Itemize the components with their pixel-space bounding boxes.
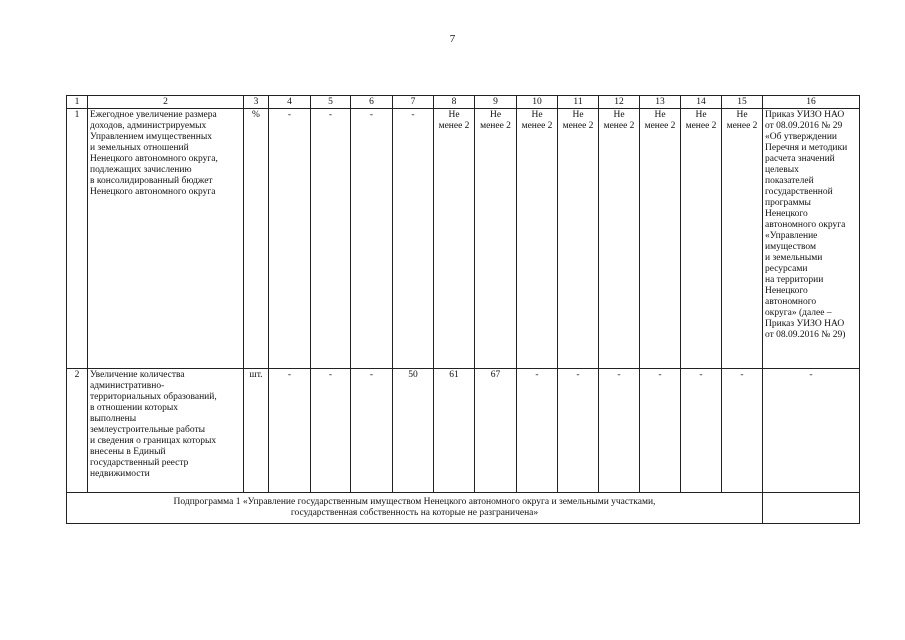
source-line: расчета значений [765, 154, 835, 164]
source-line: ресурсами [765, 264, 808, 274]
indicator-name-line: Управлением имущественных [90, 132, 212, 142]
table-row [67, 369, 860, 493]
value-cell: - [640, 369, 681, 493]
indicator-name-line: в консолидированный бюджет [90, 176, 213, 186]
value-cell: - [393, 109, 434, 369]
indicator-name-line: и земельных отношений [90, 143, 189, 153]
value-cell: Не менее 2 [681, 109, 722, 369]
value-cell: Не менее 2 [722, 109, 763, 369]
indicator-name-cell [88, 109, 244, 369]
empty-cell [763, 493, 860, 524]
column-number-cell: 11 [558, 96, 599, 109]
indicator-name-line: недвижимости [90, 469, 150, 479]
value-cell: Не менее 2 [640, 109, 681, 369]
source-line: «Об утверждении [765, 132, 837, 142]
value-cell: - [311, 369, 351, 493]
indicator-name-line: Ненецкого автономного округа [90, 187, 216, 197]
value-cell: Не менее 2 [434, 109, 475, 369]
column-number-cell: 8 [434, 96, 475, 109]
source-line: округа» (далее – [765, 308, 832, 318]
subprogram-row [67, 493, 860, 524]
indicator-name-line: государственный реестр [90, 458, 189, 468]
source-line: «Управление [765, 231, 818, 241]
source-line: показателей [765, 176, 814, 186]
unit-cell: шт. [244, 369, 269, 493]
source-line: Перечня и методики [765, 143, 848, 153]
value-cell: Не менее 2 [475, 109, 517, 369]
subprogram-title-cell [67, 493, 763, 524]
column-number-cell: 13 [640, 96, 681, 109]
source-line: Приказ УИЗО НАО [765, 110, 845, 120]
indicator-name-line: административно- [90, 381, 165, 391]
indicator-name-line: выполнены [90, 414, 137, 424]
value-cell: 67 [475, 369, 517, 493]
indicator-name-line: Увеличение количества [90, 370, 185, 380]
value-cell: 50 [393, 369, 434, 493]
value-cell: - [311, 109, 351, 369]
indicator-name-line: подлежащих зачислению [90, 165, 192, 175]
column-number-cell: 12 [599, 96, 640, 109]
subprogram-title-line: государственная собственность на которые не разграничена» [290, 508, 539, 518]
indicator-name-line: в отношении которых [90, 403, 179, 413]
unit-cell: % [244, 109, 269, 369]
source-line: - [809, 370, 813, 380]
column-number-cell: 2 [88, 96, 244, 109]
column-number-cell: 1 [67, 96, 88, 109]
source-line: от 08.09.2016 № 29 [765, 121, 843, 131]
subprogram-title-line: Подпрограмма 1 «Управление государственным имуществом Ненецкого автономного округа и земельными участками, [173, 497, 656, 507]
column-number-cell: 9 [475, 96, 517, 109]
source-line: на территории [765, 275, 824, 285]
row-number-cell: 1 [67, 109, 88, 369]
value-cell: - [269, 369, 311, 493]
indicator-name-line: внесены в Единый [90, 447, 166, 457]
column-number-cell: 16 [763, 96, 860, 109]
source-line: Ненецкого [765, 286, 808, 296]
column-number-cell: 7 [393, 96, 434, 109]
indicator-name-line: Ненецкого автономного округа, [90, 154, 218, 164]
source-line: государственной [765, 187, 833, 197]
indicator-name-line: и сведения о границах которых [90, 436, 217, 446]
column-number-cell: 10 [517, 96, 558, 109]
value-cell: - [681, 369, 722, 493]
value-cell: - [722, 369, 763, 493]
indicator-table [66, 95, 860, 524]
indicator-name-line: Ежегодное увеличение размера [90, 110, 217, 120]
value-cell: - [351, 369, 393, 493]
indicator-name-line: землеустроительные работы [90, 425, 205, 435]
indicator-name-line: территориальных образований, [90, 392, 217, 402]
indicator-name-line: доходов, администрируемых [90, 121, 207, 131]
source-line: Ненецкого [765, 209, 808, 219]
column-number-cell: 4 [269, 96, 311, 109]
value-cell: - [558, 369, 599, 493]
column-number-cell: 6 [351, 96, 393, 109]
value-cell: - [599, 369, 640, 493]
source-line: Приказ УИЗО НАО [765, 319, 845, 329]
source-cell [763, 369, 860, 493]
source-line: имуществом [765, 242, 816, 252]
source-line: от 08.09.2016 № 29) [765, 330, 846, 340]
column-number-cell: 5 [311, 96, 351, 109]
column-number-cell: 3 [244, 96, 269, 109]
table-row [67, 109, 860, 369]
column-number-cell: 15 [722, 96, 763, 109]
value-cell: - [269, 109, 311, 369]
value-cell: Не менее 2 [599, 109, 640, 369]
value-cell: 61 [434, 369, 475, 493]
source-line: целевых [765, 165, 799, 175]
value-cell: Не менее 2 [558, 109, 599, 369]
source-line: программы [765, 198, 811, 208]
column-number-cell: 14 [681, 96, 722, 109]
source-line: и земельными [765, 253, 823, 263]
value-cell: - [351, 109, 393, 369]
source-cell [763, 109, 860, 369]
row-number-cell: 2 [67, 369, 88, 493]
value-cell: - [517, 369, 558, 493]
source-line: автономного [765, 297, 817, 307]
source-line: автономного округа [765, 220, 846, 230]
page-number: 7 [449, 33, 456, 45]
table-header-row [67, 96, 860, 109]
value-cell: Не менее 2 [517, 109, 558, 369]
indicator-name-cell [88, 369, 244, 493]
